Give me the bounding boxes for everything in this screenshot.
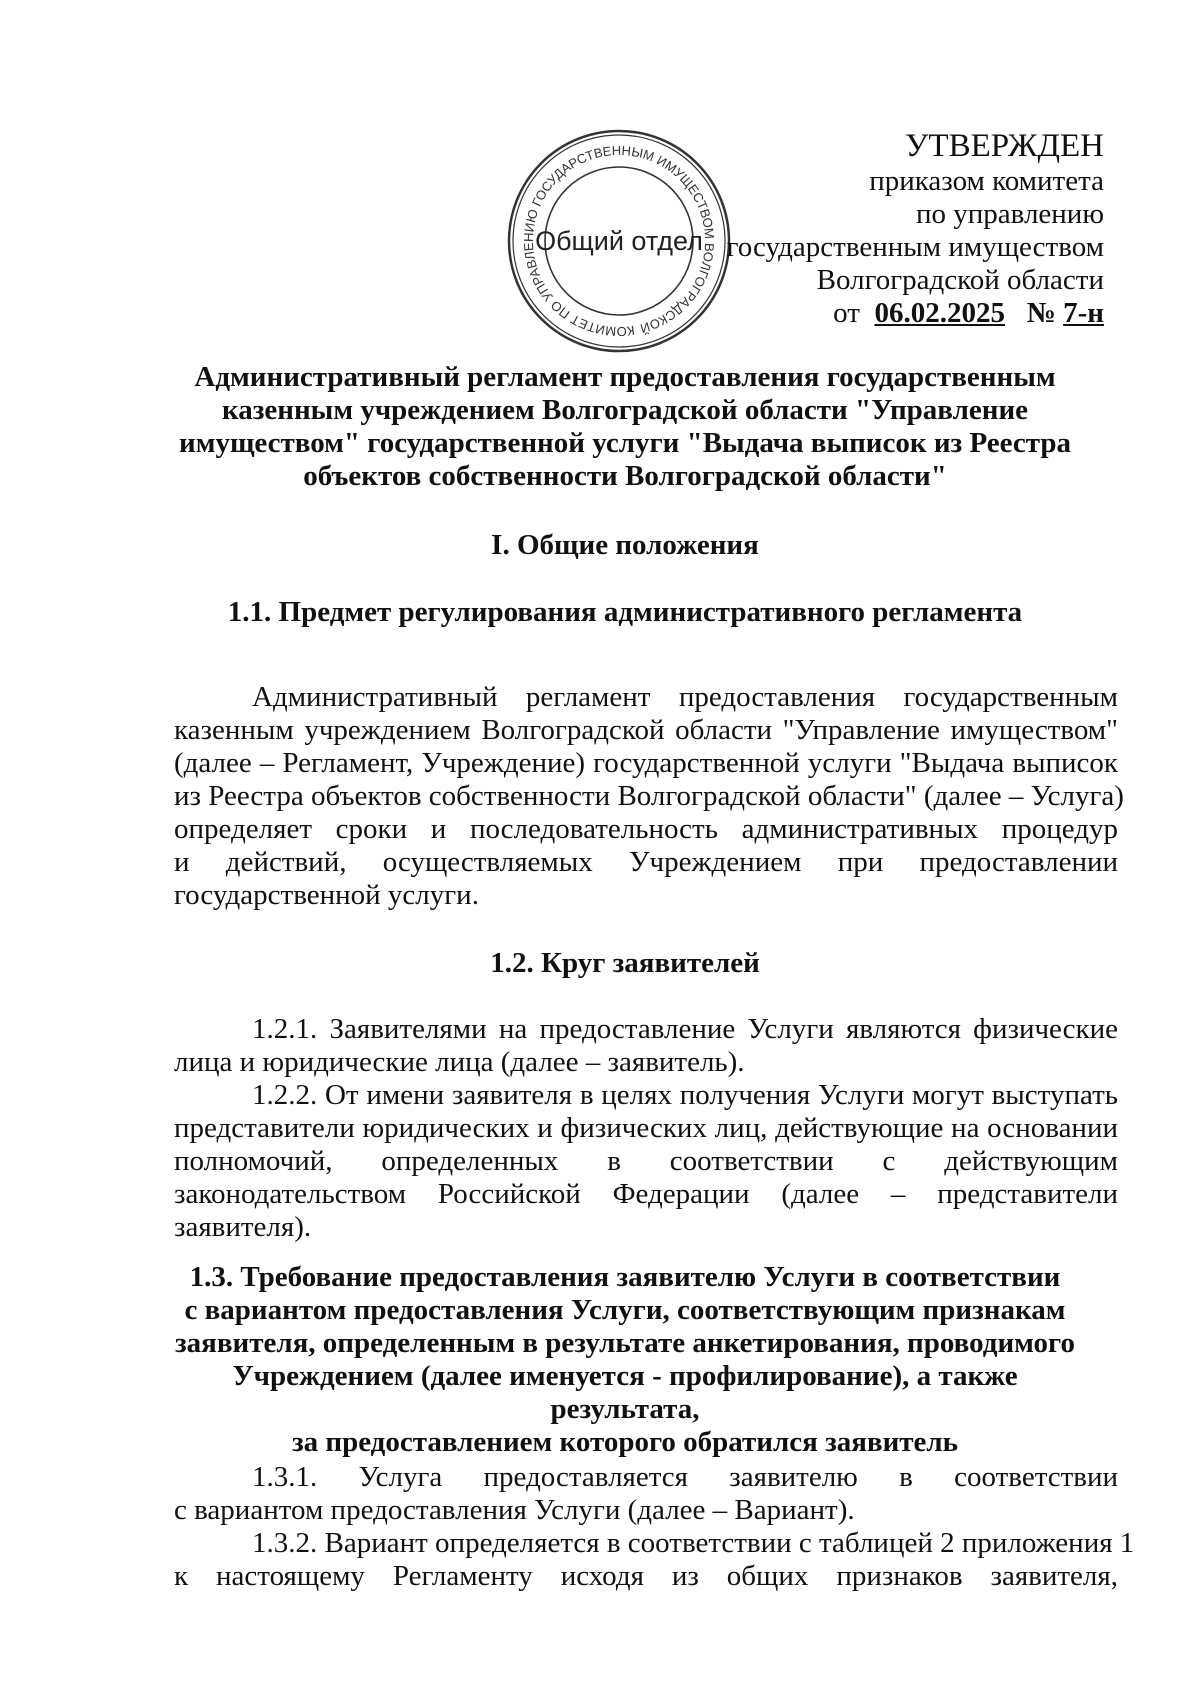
paragraph-line: с вариантом предоставления Услуги (далее – Вариант). [174, 1494, 855, 1526]
paragraph-1-2-2 [174, 1079, 1118, 1244]
document-title [170, 361, 1080, 493]
approval-number: 7-н [1063, 297, 1104, 329]
subsection-heading-1-3 [170, 1261, 1080, 1459]
paragraph-line: 1.3.1. Услуга предоставляется заявителю в соответствии [252, 1461, 1118, 1493]
paragraph-line: лица и юридические лица (далее – заявитель). [174, 1046, 745, 1078]
paragraph-line: из Реестра объектов собственности Волгоградской области" (далее – Услуга) [174, 780, 1124, 812]
title-line: Административный регламент предоставления государственным [194, 361, 1056, 393]
title-line: казенным учреждением Волгоградской области "Управление [221, 394, 1029, 426]
paragraph-line: заявителя). [174, 1211, 312, 1243]
paragraph-line: (далее – Регламент, Учреждение) государственной услуги "Выдача выписок [174, 747, 1118, 779]
title-line: объектов собственности Волгоградской области" [303, 460, 947, 492]
number-prefix: № [1026, 297, 1056, 329]
approval-date: 06.02.2025 [874, 297, 1005, 329]
paragraph-line: определяет сроки и последовательность административных процедур [174, 813, 1118, 845]
heading-line: 1.3. Требование предоставления заявителю Услуги в соответствии [189, 1261, 1061, 1293]
heading-line: Учреждением (далее именуется - профилирование), а также результата, [232, 1360, 1018, 1425]
paragraph-line: Административный регламент предоставления государственным [252, 681, 1118, 713]
stamp-center-text: Общий отдел [535, 226, 703, 256]
paragraph-1-3-2 [174, 1527, 1135, 1593]
paragraph-1-3-1 [174, 1461, 1118, 1527]
approval-date-line [727, 297, 1104, 330]
paragraph-line: полномочий, определенных в соответствии с действующим [174, 1145, 1118, 1177]
approval-line: Волгоградской области [816, 264, 1104, 296]
section-heading: I. Общие положения [491, 529, 759, 561]
title-line: имуществом" государственной услуги "Выдача выписок из Реестра [178, 427, 1071, 459]
heading-line: с вариантом предоставления Услуги, соответствующим признакам [184, 1294, 1066, 1326]
paragraph-line: законодательством Российской Федерации (далее – представители [174, 1178, 1118, 1210]
paragraph-line: 1.2.2. От имени заявителя в целях получения Услуги могут выступать [252, 1079, 1118, 1111]
paragraph-line: государственной услуги. [174, 879, 479, 911]
paragraph-line: 1.3.2. Вариант определяется в соответствии с таблицей 2 приложения 1 [252, 1527, 1135, 1559]
subsection-heading-1-1: 1.1. Предмет регулирования административного регламента [227, 596, 1023, 628]
heading-line: за предоставлением которого обратился заявитель [291, 1426, 959, 1458]
paragraph-1-1 [174, 681, 1124, 912]
approval-line: приказом комитета [869, 165, 1104, 197]
approval-title: УТВЕРЖДЕН [905, 128, 1104, 164]
heading-line: заявителя, определенным в результате анкетирования, проводимого [175, 1327, 1075, 1359]
paragraph-line: и действий, осуществляемых Учреждением при предоставлении [174, 846, 1118, 878]
paragraph-line: к настоящему Регламенту исходя из общих признаков заявителя, [174, 1560, 1118, 1592]
approval-line: государственным имуществом [726, 231, 1104, 263]
subsection-heading-1-2: 1.2. Круг заявителей [490, 947, 760, 979]
paragraph-1-2-1 [174, 1013, 1118, 1079]
date-prefix: от [833, 297, 860, 329]
office-stamp [506, 128, 732, 354]
paragraph-line: представители юридических и физических лиц, действующие на основании [174, 1112, 1118, 1144]
paragraph-line: казенным учреждением Волгоградской области "Управление имуществом" [174, 714, 1118, 746]
stamp-ring-text: КОМИТЕТ ПО УПРАВЛЕНИЮ ГОСУДАРСТВЕННЫМ ИМУЩЕСТВОМ ВОЛГОГРАДСКОЙ [520, 142, 718, 340]
approval-block [727, 127, 1104, 330]
approval-line: по управлению [915, 198, 1104, 230]
paragraph-line: 1.2.1. Заявителями на предоставление Услуги являются физические [252, 1013, 1118, 1045]
